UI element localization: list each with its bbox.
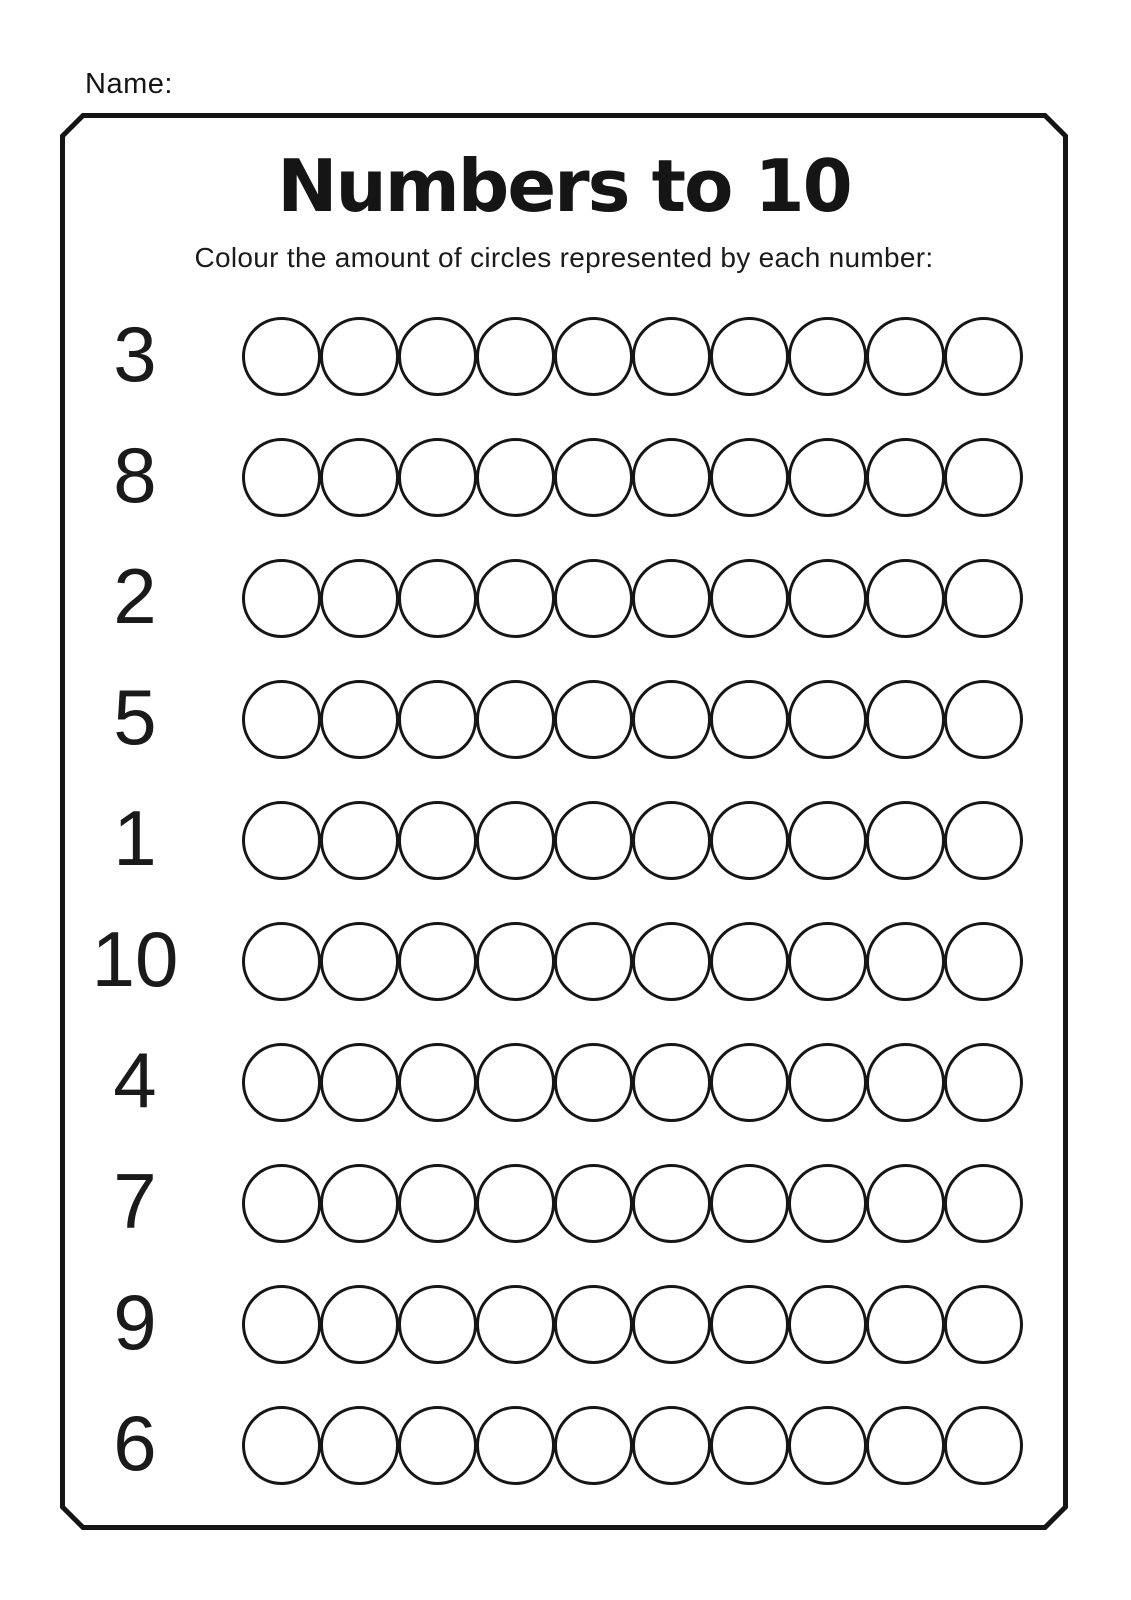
colour-circle[interactable] [710, 559, 789, 638]
colour-circle[interactable] [398, 317, 477, 396]
colour-circle[interactable] [710, 1285, 789, 1364]
row-number: 7 [113, 1157, 157, 1246]
circle-row [242, 1043, 1022, 1122]
colour-circle[interactable] [866, 1406, 945, 1485]
colour-circle[interactable] [242, 680, 321, 759]
colour-circle[interactable] [242, 1406, 321, 1485]
colour-circle[interactable] [554, 801, 633, 880]
row-number: 6 [113, 1399, 157, 1488]
colour-circle[interactable] [944, 559, 1023, 638]
colour-circle[interactable] [866, 1043, 945, 1122]
colour-circle[interactable] [320, 922, 399, 1001]
colour-circle[interactable] [398, 438, 477, 517]
row-number: 4 [113, 1036, 157, 1125]
colour-circle[interactable] [788, 1164, 867, 1243]
colour-circle[interactable] [242, 922, 321, 1001]
colour-circle[interactable] [320, 438, 399, 517]
circle-row [242, 317, 1022, 396]
colour-circle[interactable] [242, 1043, 321, 1122]
circle-row [242, 1285, 1022, 1364]
circle-row [242, 1164, 1022, 1243]
colour-circle[interactable] [632, 317, 711, 396]
colour-circle[interactable] [242, 1285, 321, 1364]
colour-circle[interactable] [476, 1406, 555, 1485]
colour-circle[interactable] [866, 438, 945, 517]
colour-circle[interactable] [632, 1164, 711, 1243]
colour-circle[interactable] [632, 922, 711, 1001]
colour-circle[interactable] [866, 1164, 945, 1243]
colour-circle[interactable] [632, 1406, 711, 1485]
colour-circle[interactable] [788, 680, 867, 759]
row-number: 5 [113, 673, 157, 762]
colour-circle[interactable] [944, 1406, 1023, 1485]
row-number: 9 [113, 1278, 157, 1367]
colour-circle[interactable] [242, 438, 321, 517]
colour-circle[interactable] [242, 559, 321, 638]
colour-circle[interactable] [866, 317, 945, 396]
colour-circle[interactable] [320, 680, 399, 759]
circle-row [242, 559, 1022, 638]
circle-row [242, 1406, 1022, 1485]
colour-circle[interactable] [866, 922, 945, 1001]
colour-circle[interactable] [554, 1406, 633, 1485]
circle-row [242, 801, 1022, 880]
colour-circle[interactable] [554, 438, 633, 517]
instruction-text: Colour the amount of circles represented by each number: [194, 241, 934, 273]
colour-circle[interactable] [710, 1043, 789, 1122]
colour-circle[interactable] [554, 1285, 633, 1364]
worksheet-row [60, 417, 1068, 538]
colour-circle[interactable] [632, 1285, 711, 1364]
colour-circle[interactable] [944, 922, 1023, 1001]
row-number: 2 [113, 552, 157, 641]
row-number: 10 [91, 915, 179, 1004]
colour-circle[interactable] [242, 1164, 321, 1243]
colour-circle[interactable] [944, 680, 1023, 759]
colour-circle[interactable] [632, 680, 711, 759]
colour-circle[interactable] [554, 1043, 633, 1122]
colour-circle[interactable] [242, 801, 321, 880]
colour-circle[interactable] [710, 801, 789, 880]
worksheet-content [60, 113, 1068, 1506]
page-title: Numbers to 10 [277, 144, 851, 228]
worksheet-row [60, 1385, 1068, 1506]
colour-circle[interactable] [476, 559, 555, 638]
colour-circle[interactable] [944, 1043, 1023, 1122]
colour-circle[interactable] [710, 317, 789, 396]
worksheet-row [60, 659, 1068, 780]
colour-circle[interactable] [320, 1406, 399, 1485]
colour-circle[interactable] [554, 922, 633, 1001]
colour-circle[interactable] [632, 1043, 711, 1122]
colour-circle[interactable] [788, 1043, 867, 1122]
worksheet-row [60, 1143, 1068, 1264]
colour-circle[interactable] [320, 559, 399, 638]
colour-circle[interactable] [944, 317, 1023, 396]
colour-circle[interactable] [944, 1285, 1023, 1364]
circle-row [242, 922, 1022, 1001]
colour-circle[interactable] [788, 1285, 867, 1364]
colour-circle[interactable] [554, 1164, 633, 1243]
row-number: 8 [113, 431, 157, 520]
worksheet-frame [60, 113, 1068, 1530]
colour-circle[interactable] [554, 680, 633, 759]
colour-circle[interactable] [710, 1164, 789, 1243]
colour-circle[interactable] [398, 801, 477, 880]
colour-circle[interactable] [476, 1164, 555, 1243]
colour-circle[interactable] [944, 801, 1023, 880]
colour-circle[interactable] [866, 1285, 945, 1364]
worksheet-row [60, 780, 1068, 901]
colour-circle[interactable] [866, 559, 945, 638]
colour-circle[interactable] [476, 317, 555, 396]
colour-circle[interactable] [476, 922, 555, 1001]
colour-circle[interactable] [554, 559, 633, 638]
name-label: Name: [85, 68, 173, 100]
colour-circle[interactable] [554, 317, 633, 396]
colour-circle[interactable] [476, 1043, 555, 1122]
colour-circle[interactable] [710, 1406, 789, 1485]
colour-circle[interactable] [320, 801, 399, 880]
colour-circle[interactable] [710, 438, 789, 517]
row-number: 3 [113, 310, 157, 399]
colour-circle[interactable] [242, 317, 321, 396]
row-number: 1 [113, 794, 157, 883]
worksheet-row [60, 296, 1068, 417]
colour-circle[interactable] [866, 801, 945, 880]
colour-circle[interactable] [866, 680, 945, 759]
colour-circle[interactable] [788, 317, 867, 396]
colour-circle[interactable] [476, 1285, 555, 1364]
colour-circle[interactable] [788, 1406, 867, 1485]
colour-circle[interactable] [320, 317, 399, 396]
colour-circle[interactable] [476, 680, 555, 759]
colour-circle[interactable] [788, 801, 867, 880]
worksheet-rows [60, 296, 1068, 1506]
colour-circle[interactable] [398, 680, 477, 759]
colour-circle[interactable] [320, 1164, 399, 1243]
colour-circle[interactable] [632, 438, 711, 517]
colour-circle[interactable] [398, 1406, 477, 1485]
colour-circle[interactable] [398, 1164, 477, 1243]
colour-circle[interactable] [320, 1043, 399, 1122]
colour-circle[interactable] [788, 559, 867, 638]
worksheet-row [60, 1022, 1068, 1143]
colour-circle[interactable] [398, 1043, 477, 1122]
colour-circle[interactable] [710, 680, 789, 759]
worksheet-row [60, 1264, 1068, 1385]
colour-circle[interactable] [632, 801, 711, 880]
colour-circle[interactable] [476, 438, 555, 517]
colour-circle[interactable] [320, 1285, 399, 1364]
circle-row [242, 438, 1022, 517]
worksheet-row [60, 901, 1068, 1022]
colour-circle[interactable] [944, 438, 1023, 517]
worksheet-row [60, 538, 1068, 659]
colour-circle[interactable] [710, 922, 789, 1001]
colour-circle[interactable] [476, 801, 555, 880]
colour-circle[interactable] [398, 1285, 477, 1364]
colour-circle[interactable] [788, 438, 867, 517]
circle-row [242, 680, 1022, 759]
colour-circle[interactable] [398, 559, 477, 638]
colour-circle[interactable] [788, 922, 867, 1001]
colour-circle[interactable] [632, 559, 711, 638]
colour-circle[interactable] [944, 1164, 1023, 1243]
colour-circle[interactable] [398, 922, 477, 1001]
